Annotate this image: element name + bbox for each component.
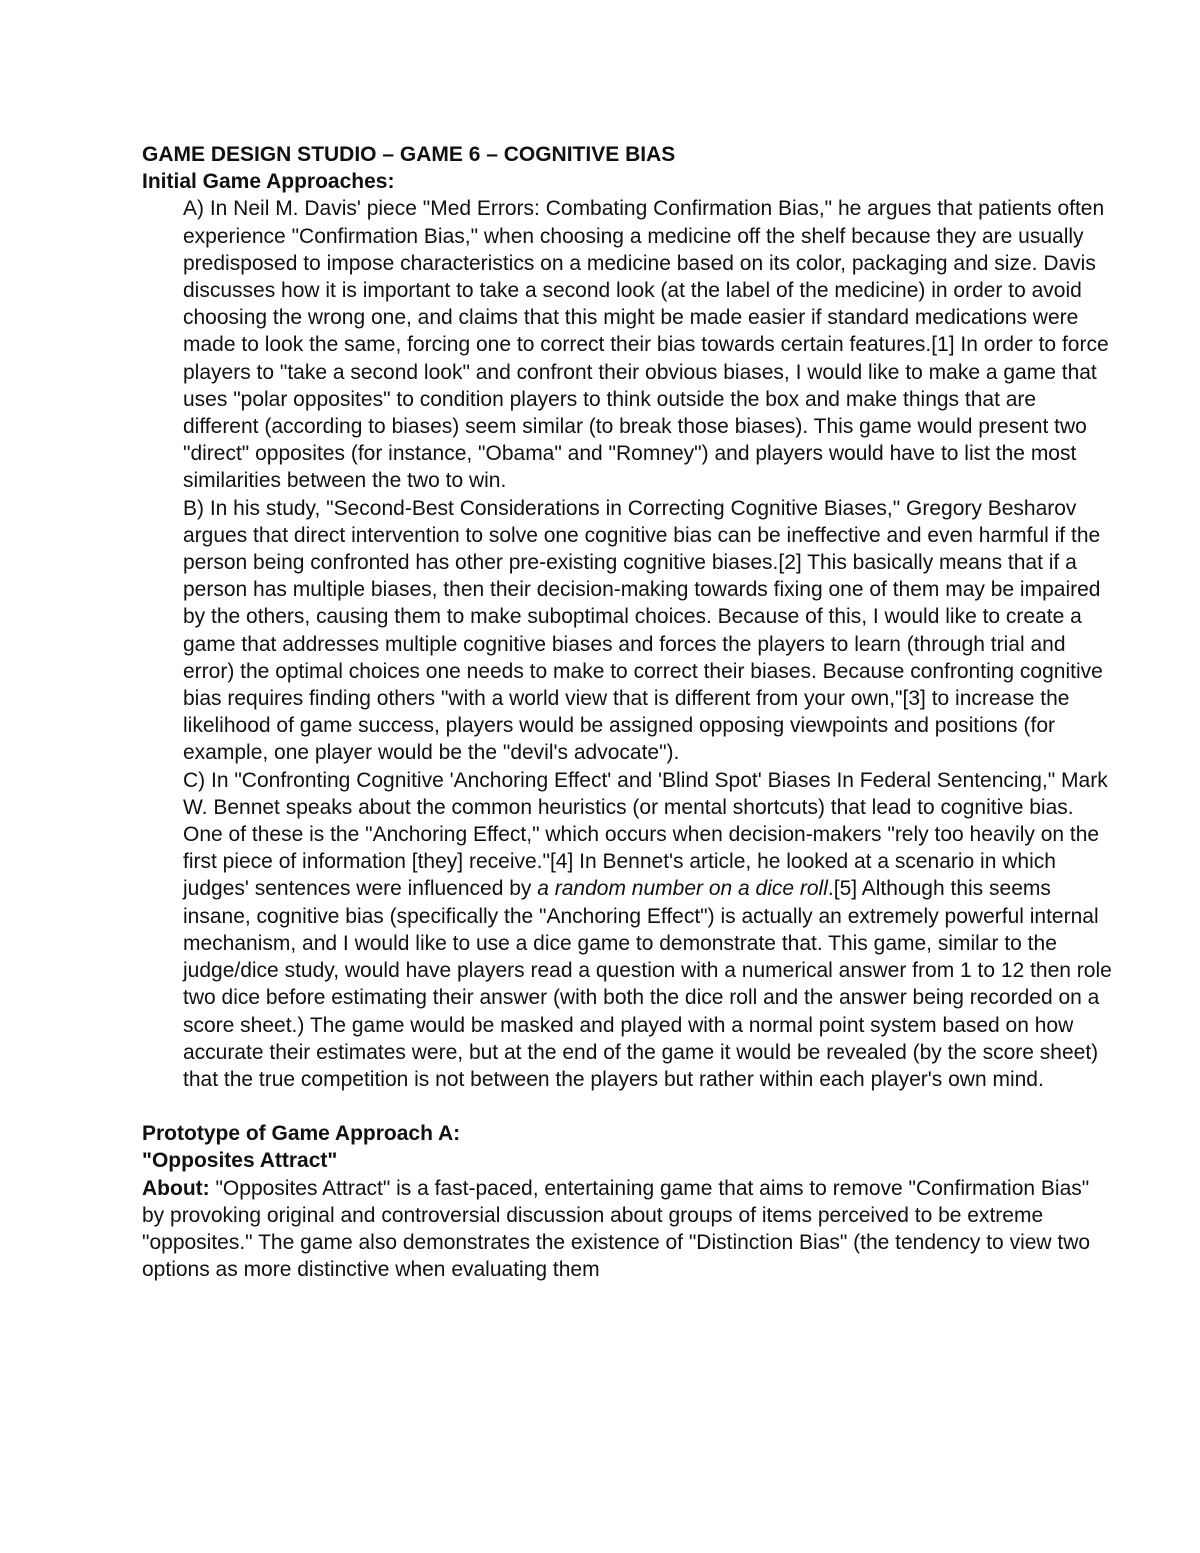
document-title: GAME DESIGN STUDIO – GAME 6 – COGNITIVE BIAS: [142, 143, 676, 166]
approach-c-text-before: C) In "Confronting Cognitive 'Anchoring Effect' and 'Blind Spot' Biases In Federal Sentencing," Mark W. Bennet speaks about the common heuristics (or mental shortcuts) that lead to cognitive bias. One of these is the "Anchoring Effect," which occurs when decision-makers "rely too heavily on the first piece of information [they] receive."[4] In Bennet's article, he looked at a scenario in which judges' sentences were influenced by: [183, 768, 1108, 901]
about-label: About:: [142, 1176, 210, 1200]
approach-c-text-after: .[5] Although this seems insane, cognitive bias (specifically the "Anchoring Effect") is actually an extremely powerful internal mechanism, and I would like to use a dice game to demonstrate that. This game, similar to the judge/dice study, would have players read a question with a numerical answer from 1 to 12 then role two dice before estimating their answer (with both the dice roll and the answer being recorded on a score sheet.) The game would be masked and played with a normal point system based on how accurate their estimates were, but at the end of the game it would be revealed (by the score sheet) that the true competition is not between the players but rather within each player's own mind.: [183, 877, 1112, 1091]
about-text: "Opposites Attract" is a fast-paced, entertaining game that aims to remove "Confirmation Bias" by provoking original and controversial discussion about groups of items perceived to be extreme "opposites." The game also demonstrates the existence of "Distinction Bias" (the tendency to view two options as more distinctive when evaluating them: [142, 1176, 1091, 1282]
approach-c-italic-text: a random number on a dice roll: [537, 877, 828, 901]
prototype-heading: Prototype of Game Approach A:: [142, 1122, 461, 1146]
approaches-list: [142, 195, 1112, 1093]
prototype-section: [142, 1120, 1112, 1283]
prototype-about-paragraph: [142, 1175, 1112, 1284]
approaches-heading: Initial Game Approaches:: [142, 170, 395, 194]
approach-b-paragraph: B) In his study, "Second-Best Considerations in Correcting Cognitive Biases," Gregory Besharov argues that direct intervention to solve one cognitive bias can be ineffective and even harmful if the person being confronted has other pre-existing cognitive biases.[2] This basically means that if a person has multiple biases, then their decision-making towards fixing one of them may be impaired by the others, causing them to make suboptimal choices. Because of this, I would like to create a game that addresses multiple cognitive biases and forces the players to learn (through trial and error) the optimal choices one needs to make to correct their biases. Because confronting cognitive bias requires finding others "with a world view that is different from your own,"[3] to increase the likelihood of game success, players would be assigned opposing viewpoints and positions (for example, one player would be the "devil's advocate").: [183, 496, 1103, 765]
document-page: [142, 141, 1112, 1283]
approach-a-paragraph: A) In Neil M. Davis' piece "Med Errors: Combating Confirmation Bias," he argues that patients often experience "Confirmation Bias," when choosing a medicine off the shelf because they are usually predisposed to impose characteristics on a medicine based on its color, packaging and size. Davis discusses how it is important to take a second look (at the label of the medicine) in order to avoid choosing the wrong one, and claims that this might be made easier if standard medications were made to look the same, forcing one to correct their bias towards certain features.[1] In order to force players to "take a second look" and confront their obvious biases, I would like to make a game that uses "polar opposites" to condition players to think outside the box and make things that are different (according to biases) seem similar (to break those biases). This game would present two "direct" opposites (for instance, "Obama" and "Romney") and players would have to list the most similarities between the two to win.: [183, 197, 1109, 493]
prototype-game-name: "Opposites Attract": [142, 1149, 338, 1173]
approach-c-paragraph: [183, 767, 1112, 1093]
